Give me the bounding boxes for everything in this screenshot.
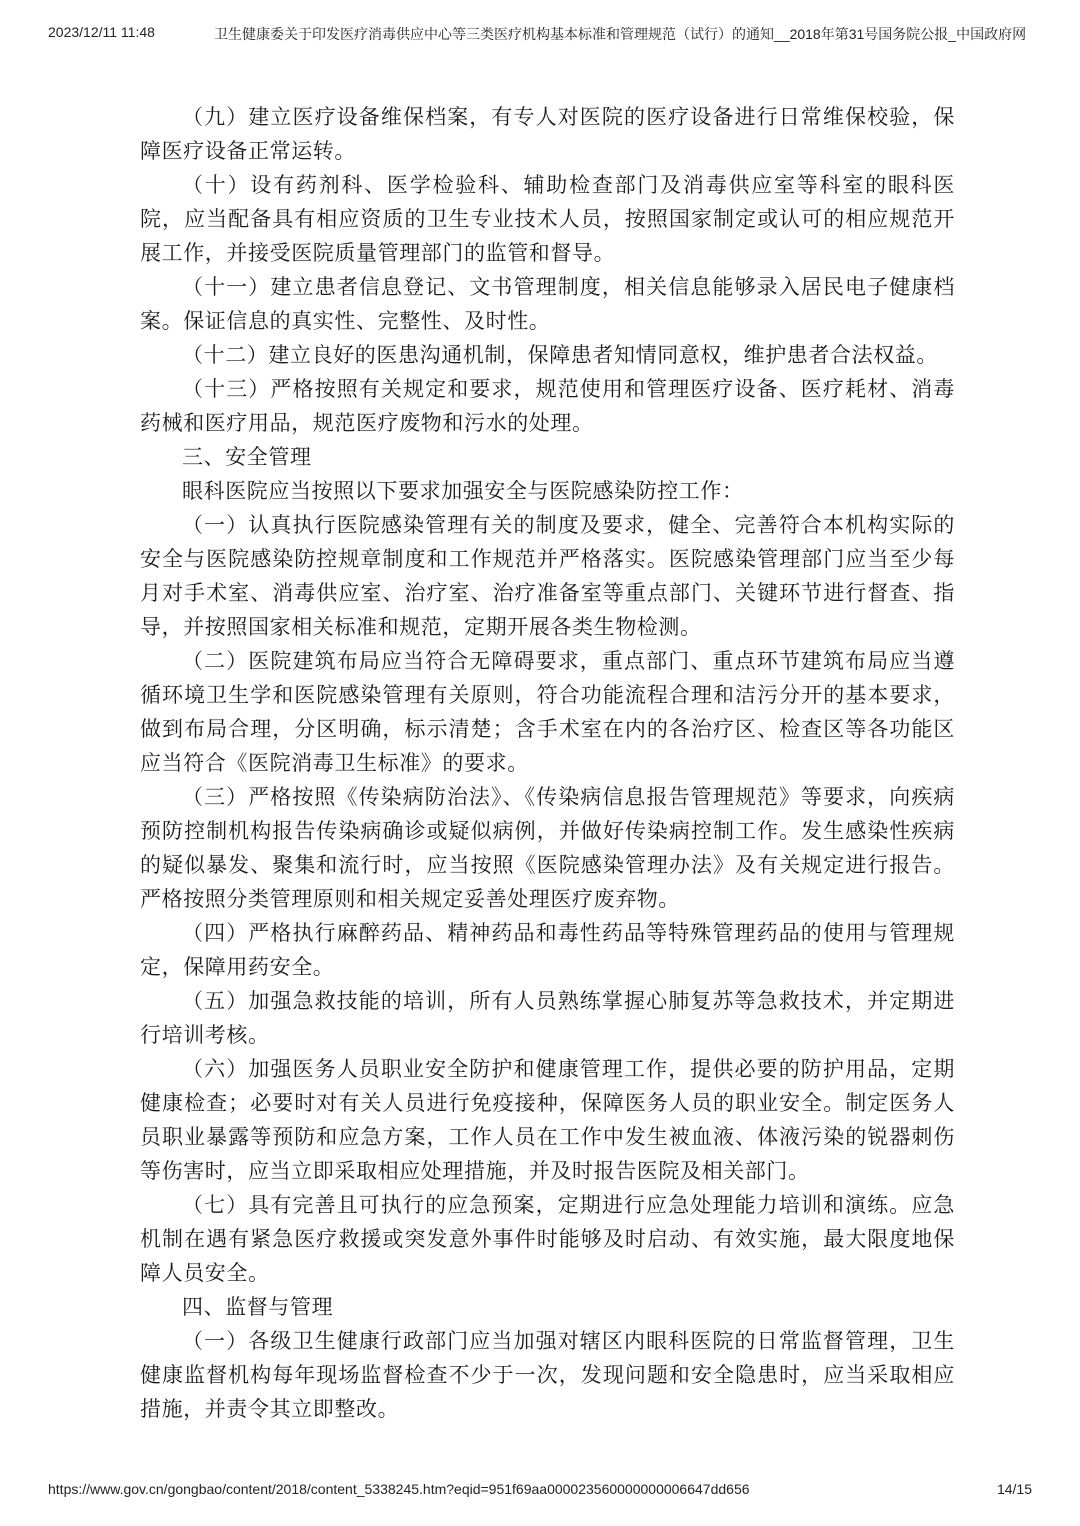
safety-item-4: （四）严格执行麻醉药品、精神药品和毒性药品等特殊管理药品的使用与管理规定，保障用药安全。 xyxy=(140,921,955,979)
page-url-link[interactable]: https://www.gov.cn/gongbao/content/2018/content_5338245.htm?eqid=951f69aa000023560000000006647dd656 xyxy=(48,1481,750,1497)
safety-item-5: （五）加强急救技能的培训，所有人员熟练掌握心肺复苏等急救技术，并定期进行培训考核。 xyxy=(140,989,955,1047)
page-number: 14/15 xyxy=(996,1481,1032,1497)
section-intro-safety: 眼科医院应当按照以下要求加强安全与医院感染防控工作： xyxy=(182,479,744,503)
paragraph-item-12: （十二）建立良好的医患沟通机制，保障患者知情同意权，维护患者合法权益。 xyxy=(182,343,938,367)
safety-item-2: （二）医院建筑布局应当符合无障碍要求，重点部门、重点环节建筑布局应当遵循环境卫生学和医院感染管理有关原则，符合功能流程合理和洁污分开的基本要求，做到布局合理，分区明确，标示清楚；含手术室在内的各治疗区、检查区等各功能区应当符合《医院消毒卫生标准》的要求。 xyxy=(140,649,955,775)
print-page-title: 卫生健康委关于印发医疗消毒供应中心等三类医疗机构基本标准和管理规范（试行）的通知__2018年第31号国务院公报_中国政府网 xyxy=(214,26,1027,42)
paragraph-item-9: （九）建立医疗设备维保档案，有专人对医院的医疗设备进行日常维保校验，保障医疗设备正常运转。 xyxy=(140,105,955,163)
print-header xyxy=(48,24,1032,48)
section-heading-safety: 三、安全管理 xyxy=(182,445,312,469)
paragraph-item-11: （十一）建立患者信息登记、文书管理制度，相关信息能够录入居民电子健康档案。保证信息的真实性、完整性、及时性。 xyxy=(140,275,955,333)
document-body xyxy=(140,100,955,1426)
safety-item-3: （三）严格按照《传染病防治法》、《传染病信息报告管理规范》等要求，向疾病预防控制机构报告传染病确诊或疑似病例，并做好传染病控制工作。发生感染性疾病的疑似暴发、聚集和流行时，应当按照《医院感染管理办法》及有关规定进行报告。严格按照分类管理原则和相关规定妥善处理医疗废弃物。 xyxy=(140,785,955,911)
safety-item-7: （七）具有完善且可执行的应急预案，定期进行应急处理能力培训和演练。应急机制在遇有紧急医疗救援或突发意外事件时能够及时启动、有效实施，最大限度地保障人员安全。 xyxy=(140,1193,955,1285)
print-datetime: 2023/12/11 11:48 xyxy=(48,24,155,40)
print-footer xyxy=(48,1481,1032,1503)
supervision-item-1: （一）各级卫生健康行政部门应当加强对辖区内眼科医院的日常监督管理，卫生健康监督机构每年现场监督检查不少于一次，发现问题和安全隐患时，应当采取相应措施，并责令其立即整改。 xyxy=(140,1329,955,1421)
paragraph-item-13: （十三）严格按照有关规定和要求，规范使用和管理医疗设备、医疗耗材、消毒药械和医疗用品，规范医疗废物和污水的处理。 xyxy=(140,377,955,435)
paragraph-item-10: （十）设有药剂科、医学检验科、辅助检查部门及消毒供应室等科室的眼科医院，应当配备具有相应资质的卫生专业技术人员，按照国家制定或认可的相应规范开展工作，并接受医院质量管理部门的监管和督导。 xyxy=(140,173,955,265)
section-heading-supervision: 四、监督与管理 xyxy=(182,1295,334,1319)
safety-item-1: （一）认真执行医院感染管理有关的制度及要求，健全、完善符合本机构实际的安全与医院感染防控规章制度和工作规范并严格落实。医院感染管理部门应当至少每月对手术室、消毒供应室、治疗室、治疗准备室等重点部门、关键环节进行督查、指导，并按照国家相关标准和规范，定期开展各类生物检测。 xyxy=(140,513,955,639)
safety-item-6: （六）加强医务人员职业安全防护和健康管理工作，提供必要的防护用品，定期健康检查；必要时对有关人员进行免疫接种，保障医务人员的职业安全。制定医务人员职业暴露等预防和应急方案，工作人员在工作中发生被血液、体液污染的锐器刺伤等伤害时，应当立即采取相应处理措施，并及时报告医院及相关部门。 xyxy=(140,1057,955,1183)
